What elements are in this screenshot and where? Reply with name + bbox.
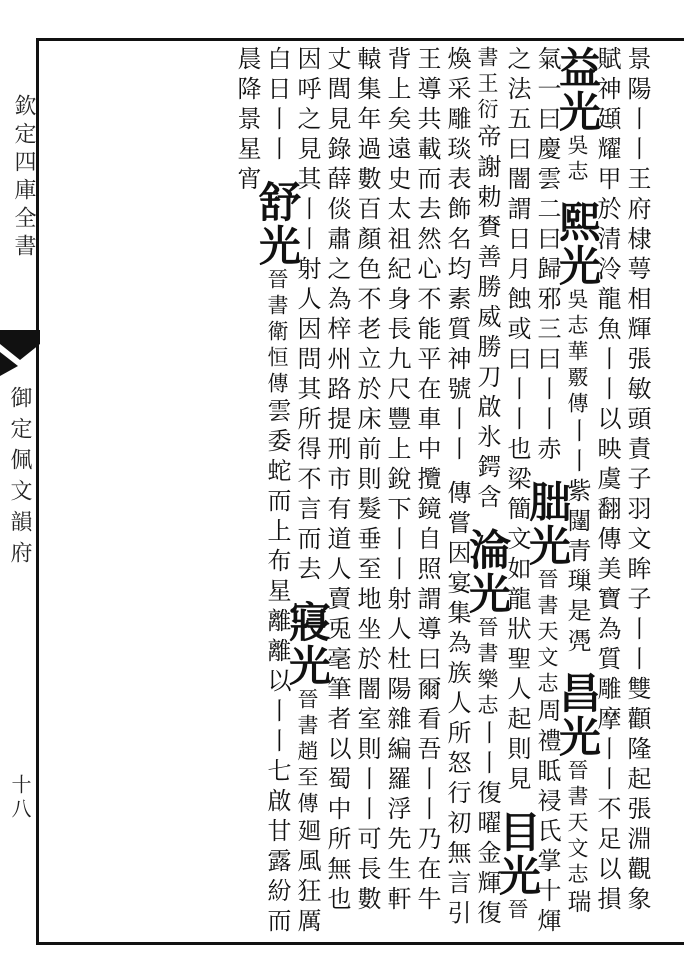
entry-source: 晉書衛恒傳 — [265, 267, 289, 398]
entry-source: 吳志 — [565, 134, 589, 186]
entry-text: 傳嘗因宴集為族人所怒行初無言引王導共載而去然心不能平在車中攬鏡自照謂導曰爾看吾丨丨乃在牛背上矣遠史太祖紀身長九尺豐上銳下丨丨射人杜陽雜編羅浮先生軒轅集年過數百顏色不老立於床前則髮垂至地坐於闇室則丨丨可長數丈閭見錄薛倓肅之為梓州路提刑市有道人賣兎毫筆者以蜀中所無也因呼之見其丨丨射人因問其所得不言而去 — [293, 46, 471, 930]
text-entry — [593, 46, 651, 916]
entry-text: 帝謝勅賚善勝威勝刀啟氷鍔含 — [473, 124, 501, 514]
top-border-rule — [36, 38, 684, 41]
entry-headword: 淪光 — [463, 527, 512, 616]
entry-headword: 朏光 — [523, 479, 572, 568]
entry-text: 廻風狂厲白日丨丨 — [263, 46, 321, 938]
entry-text: 丨丨紫闥青璅是凴 — [563, 417, 591, 658]
fishtail-mark-icon — [0, 330, 40, 376]
entry-headword: 舒光 — [253, 179, 302, 268]
entry-source: 吳志華覈傳 — [565, 287, 589, 418]
entry-text: 雲委蛇而上布星離離以丨丨七啟甘露紛而晨降景星宵 — [233, 46, 291, 938]
margin-page-number: 十八 — [8, 774, 32, 822]
margin-collection-title: 欽定四庫全書 — [11, 94, 36, 262]
entry-source: 晉書王衍 — [475, 46, 529, 924]
text-entry — [553, 46, 602, 200]
entry-headword: 熙光 — [553, 199, 602, 288]
entry-source: 晉書樂志 — [475, 615, 499, 720]
entry-text: 丨丨復曜金輝復煥采雕琰表飾名均素質神號丨丨 — [443, 46, 501, 930]
entry-text: 景陽丨丨王府棣萼相輝張敏頭責子羽文眸子丨丨雙顴隆起張淵觀象賦神頲耀甲於清泠龍魚丨丨以映虞翻傳美寶為質雕摩丨丨不足以損 — [593, 46, 651, 916]
entry-text: 周禮眡祲氏掌十煇之法五曰闇謂日月蝕或曰丨丨也梁簡文如龍狀聖人起則見 — [503, 46, 561, 938]
entry-headword: 寢光 — [283, 599, 332, 688]
entry-headword: 目光 — [493, 809, 542, 898]
text-entry — [553, 199, 602, 672]
entry-source: 晉書趙至傳 — [295, 687, 319, 818]
entry-source: 晉書天文志 — [565, 759, 589, 890]
margin-book-title: 御定佩文韻府 — [7, 386, 32, 572]
main-text-columns — [52, 46, 652, 938]
bottom-border-rule — [36, 942, 684, 945]
entry-headword: 益光 — [553, 46, 602, 134]
page-margin — [0, 38, 40, 945]
entry-text: 瑞氣一曰慶雲二曰歸邪三曰丨丨赤 — [533, 46, 591, 920]
entry-source: 晉書天文志 — [535, 567, 559, 698]
entry-headword: 昌光 — [553, 671, 602, 760]
